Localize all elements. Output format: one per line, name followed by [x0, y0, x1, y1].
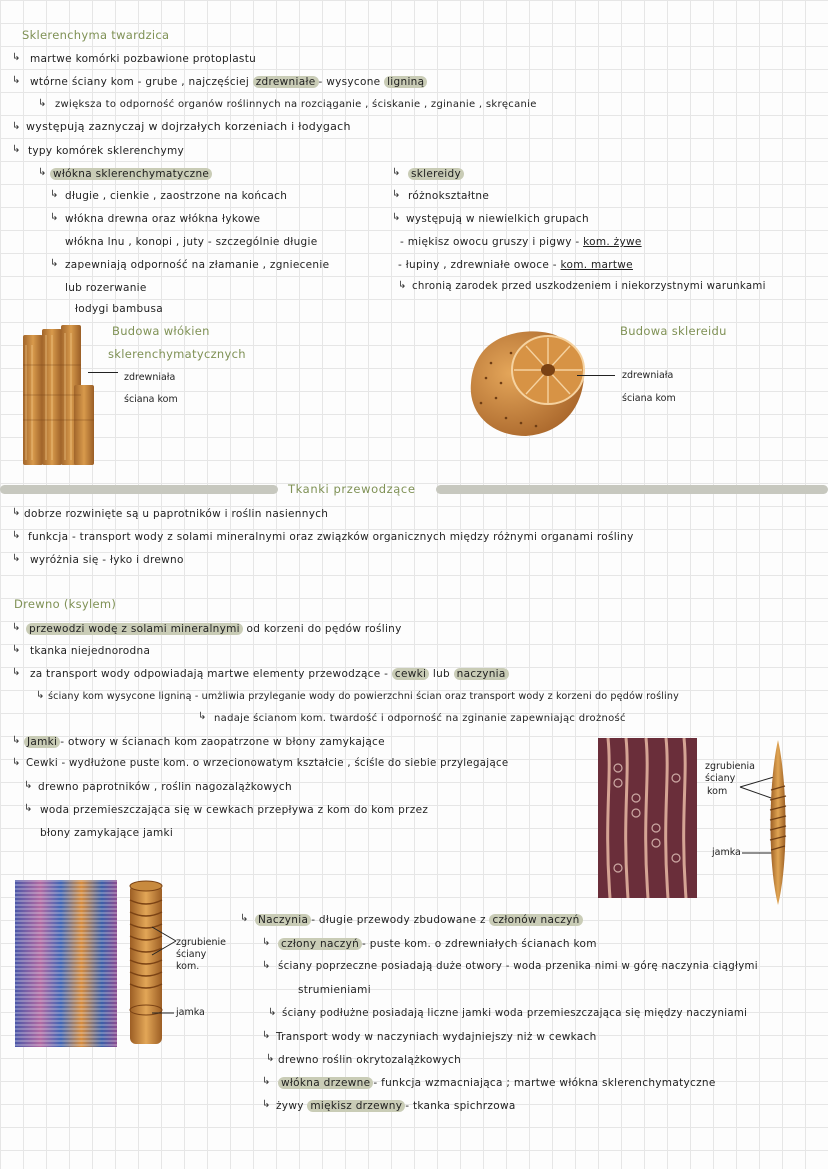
note-line: martwe komórki pozbawione protoplastu	[30, 53, 257, 65]
arrow-icon: ↳	[262, 1076, 271, 1087]
highlight-term: ligniną	[384, 76, 427, 88]
arrow-icon: ↳	[12, 121, 21, 132]
figure-label: kom.	[176, 961, 200, 972]
note-line: dobrze rozwinięte są u paprotników i roślin nasiennych	[24, 508, 329, 520]
note-line: strumieniami	[298, 984, 371, 996]
arrow-icon: ↳	[24, 803, 33, 814]
figure-label: jamka	[176, 1007, 205, 1018]
note-line: typy komórek sklerenchymy	[28, 145, 185, 157]
note-line: drewno paprotników , roślin nagozalążkowych	[38, 781, 292, 793]
highlight-term: zdrewniałe	[253, 76, 319, 88]
note-line: zwiększa to odporność organów roślinnych na rozciąganie , ściskanie , zginanie , skręcanie	[55, 99, 537, 110]
note-line: człony naczyń - puste kom. o zdrewniałych ścianach kom	[278, 937, 597, 951]
note-line: ściany kom wysycone ligniną - umżliwia przyleganie wody do powierzchni ścian oraz transport wody z korzeni do pędów rośliny	[48, 691, 679, 702]
figure-label: ściany	[176, 949, 207, 960]
pointer-line	[577, 375, 615, 376]
arrow-icon: ↳	[12, 644, 21, 655]
note-line: błony zamykające jamki	[40, 827, 174, 839]
arrow-icon: ↳	[398, 280, 407, 291]
arrow-icon: ↳	[12, 507, 21, 518]
arrow-icon: ↳	[50, 212, 59, 223]
arrow-icon: ↳	[392, 189, 401, 200]
pointer-line	[88, 372, 118, 373]
note-line: za transport wody odpowiadają martwe elementy przewodzące - cewki lub naczynia	[30, 667, 509, 681]
section-title-conductive: Tkanki przewodzące	[288, 482, 416, 496]
arrow-icon: ↳	[12, 75, 21, 86]
section-divider	[0, 485, 278, 494]
note-line: nadaje ścianom kom. twardość i odporność na zginanie zapewniając drożność	[214, 713, 626, 724]
arrow-icon: ↳	[12, 622, 21, 633]
arrow-icon: ↳	[12, 530, 21, 541]
figure-label: ściana kom	[124, 394, 178, 405]
note-line: tkanka niejednorodna	[30, 645, 151, 657]
arrow-icon: ↳	[268, 1007, 277, 1018]
note-line: włókna lnu , konopi , juty - szczególnie długie	[65, 236, 318, 248]
note-line: - łupiny , zdrewniałe owoce - kom. martwe	[398, 259, 633, 271]
arrow-icon: ↳	[36, 690, 45, 701]
note-line: drewno roślin okrytozalążkowych	[278, 1054, 462, 1066]
arrow-icon: ↳	[262, 1099, 271, 1110]
arrow-icon: ↳	[198, 711, 207, 722]
figure-label: ściany	[705, 773, 736, 784]
arrow-icon: ↳	[12, 757, 21, 768]
note-line: woda przemieszczająca się w cewkach przepływa z kom do kom przez	[40, 804, 429, 816]
figure-label: ściana kom	[622, 393, 676, 404]
arrow-icon: ↳	[50, 189, 59, 200]
section-divider	[436, 485, 828, 494]
note-line: ściany poprzeczne posiadają duże otwory - woda przenika nimi w górę naczynia ciągłymi	[278, 961, 758, 972]
sklereids-title: sklereidy	[408, 167, 464, 181]
note-line: Naczynia - długie przewody zbudowane z członów naczyń	[255, 913, 583, 927]
note-line: występują w niewielkich grupach	[406, 213, 589, 225]
note-line: wtórne ściany kom - grube , najczęściej zdrewniałe - wysycone ligniną	[30, 75, 427, 89]
note-line: funkcja - transport wody z solami mineralnymi oraz związków organicznych między różnymi organami rośliny	[28, 531, 634, 543]
figure-label: jamka	[712, 847, 741, 858]
note-line: występują zaznyczaj w dojrzałych korzeniach i łodygach	[26, 120, 351, 133]
arrow-icon: ↳	[240, 913, 249, 924]
note-line: włókna drzewne - funkcja wzmacniająca ; martwe włókna sklerenchymatyczne	[278, 1076, 716, 1090]
figure-title: Budowa włókien	[112, 324, 210, 338]
arrow-icon: ↳	[12, 52, 21, 63]
arrow-icon: ↳	[50, 258, 59, 269]
tracheid-illustration	[765, 740, 791, 905]
figure-label: zgrubienia	[705, 761, 755, 772]
note-line: chronią zarodek przed uszkodzeniem i niekorzystnymi warunkami	[412, 281, 766, 292]
note-line: - miękisz owocu gruszy i pigwy - kom. żywe	[400, 236, 642, 248]
note-line: różnokształtne	[408, 190, 490, 202]
note-line: Cewki - wydłużone puste kom. o wrzecionowatym kształcie , ściśle do siebie przylegające	[26, 758, 509, 769]
note-line: żywy miękisz drzewny - tkanka spichrzowa	[276, 1100, 516, 1112]
note-line: łodygi bambusa	[75, 303, 163, 315]
arrow-icon: ↳	[262, 937, 271, 948]
section-title-sklerenchyma: Sklerenchyma twardzica	[22, 28, 170, 42]
sclereid-illustration	[466, 328, 590, 440]
note-line: przewodzi wodę z solami mineralnymi od korzeni do pędów rośliny	[26, 622, 402, 636]
figure-label: zdrewniała	[622, 370, 674, 381]
note-line: długie , cienkie , zaostrzone na końcach	[65, 190, 288, 202]
fibers-title: włókna sklerenchymatyczne	[50, 167, 212, 181]
arrow-icon: ↳	[38, 167, 47, 178]
arrow-icon: ↳	[12, 667, 21, 678]
arrow-icon: ↳	[12, 144, 21, 155]
arrow-icon: ↳	[12, 553, 21, 564]
arrow-icon: ↳	[262, 960, 271, 971]
arrow-icon: ↳	[262, 1030, 271, 1041]
tracheid-micrograph	[598, 738, 697, 898]
arrow-icon: ↳	[38, 98, 47, 109]
note-line: lub rozerwanie	[65, 282, 147, 294]
arrow-icon: ↳	[392, 212, 401, 223]
note-line: wyróżnia się - łyko i drewno	[30, 554, 184, 566]
arrow-icon: ↳	[392, 167, 401, 178]
figure-label: zdrewniała	[124, 372, 176, 383]
note-line: zapewniają odporność na złamanie , zgniecenie	[65, 259, 330, 271]
section-title-xylem: Drewno (ksylem)	[14, 597, 117, 611]
figure-label: zgrubienie	[176, 937, 226, 948]
figure-title: Budowa sklereidu	[620, 324, 727, 338]
fibers-illustration	[18, 325, 98, 470]
arrow-icon: ↳	[266, 1053, 275, 1064]
note-line: włókna drewna oraz włókna łykowe	[65, 213, 261, 225]
arrow-icon: ↳	[12, 735, 21, 746]
figure-title: sklerenchymatycznych	[108, 347, 246, 361]
note-line: Transport wody w naczyniach wydajniejszy niż w cewkach	[276, 1031, 597, 1043]
note-line: Jamki - otwory w ścianach kom zaopatrzone w błony zamykające	[24, 735, 385, 749]
vessel-micrograph	[15, 880, 117, 1047]
figure-label: kom	[707, 786, 728, 797]
note-line: ściany podłużne posiadają liczne jamki woda przemieszczająca się między naczyniami	[282, 1008, 748, 1019]
arrow-icon: ↳	[24, 780, 33, 791]
